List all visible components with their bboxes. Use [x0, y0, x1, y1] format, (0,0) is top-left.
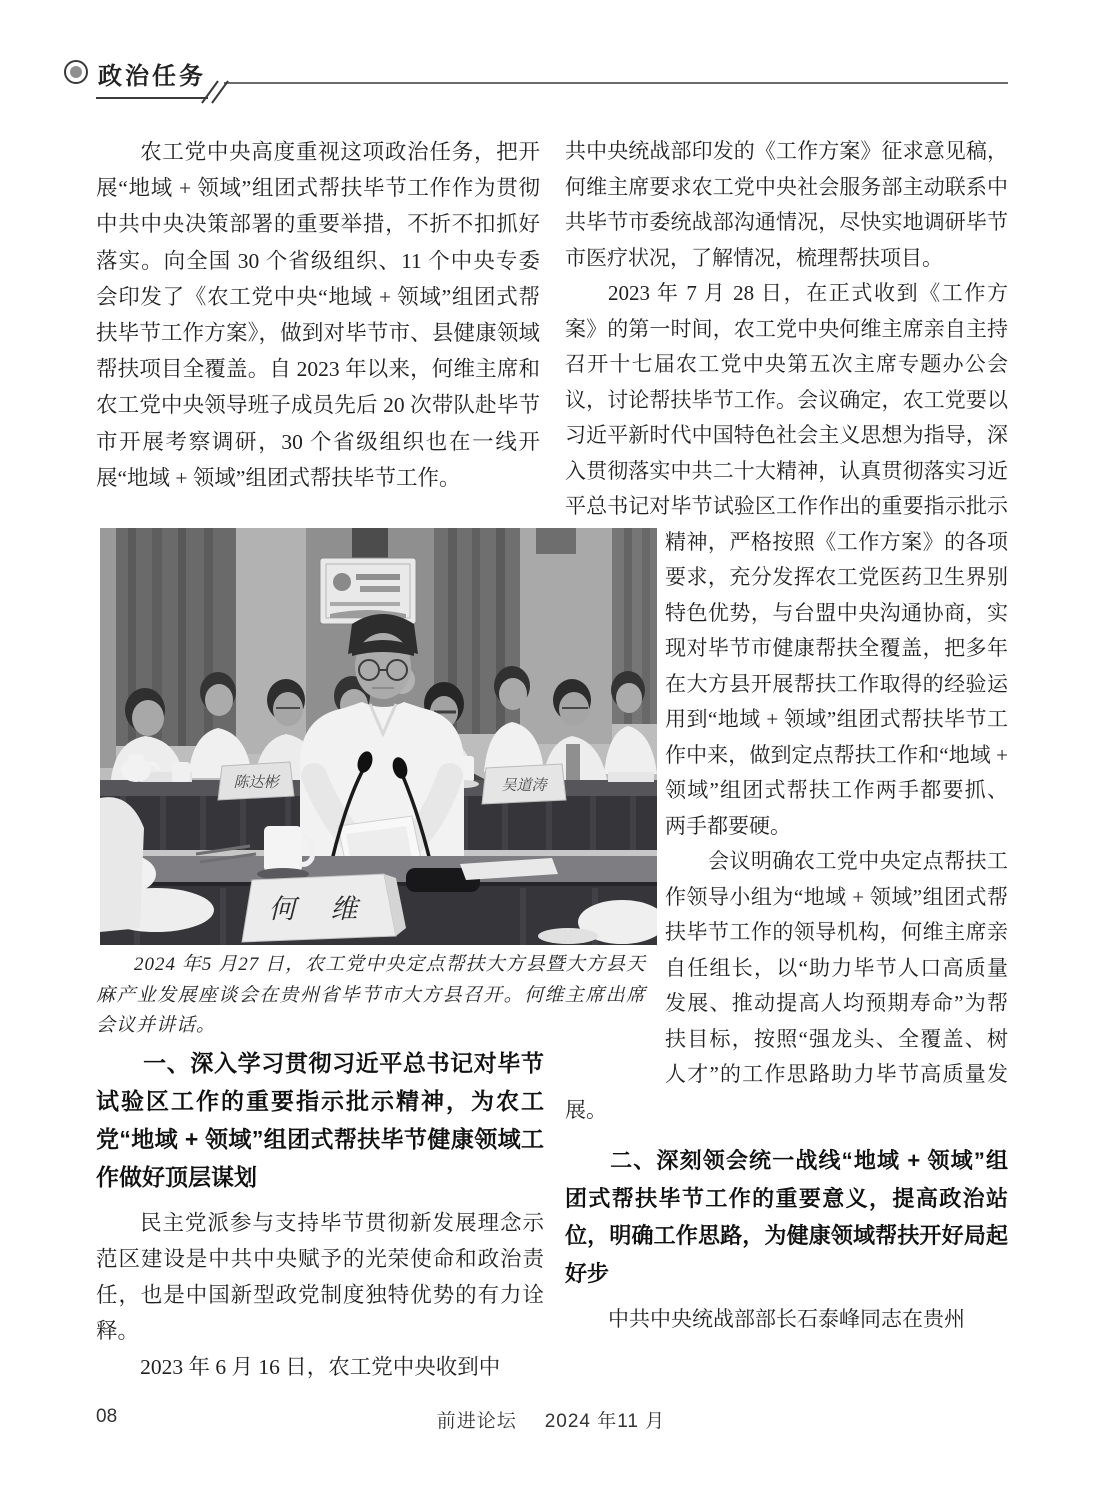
journal-name: 前进论坛 [436, 1411, 517, 1432]
paragraph: 民主党派参与支持毕节贯彻新发展理念示范区建设是中共中央赋予的光荣使命和政治责任，也是中国新型政党制度独特优势的有力诠释。 [96, 1211, 544, 1343]
name-card-front [242, 874, 406, 942]
paragraph: 农工党中央高度重视这项政治任务，把开展“地域 + 领域”组团式帮扶毕节工作作为贯彻中共中央决策部署的重要举措，不折不扣抓好落实。向全国 30 个省级组织、11 个中央专委会印发了《农工党中央“地域 + 领域”组团式帮扶毕节工作方案》，做到对毕节市、县健康领域帮扶项目全覆盖。自 2023 年以来，何维主席和农工党中央领导班子成员先后 20 次带队赴毕节市开展考察调研，30 个省级组织也在一线开展“地域 + 领域”组团式帮扶毕节工作。 [96, 140, 540, 490]
svg-text:何 维: 何 维 [268, 894, 372, 924]
name-card-left [218, 762, 294, 800]
paragraph: 2023 年 7 月 28 日，在正式收到《工作方案》的第一时间，农工党中央何维主席亲自主持召开十七届农工党中央第五次主席专题办公会议，讨论帮扶毕节工作。会议确定，农工党要以习近平新时代中国特色社会主义思想为指导，深入贯彻落实中共二十大精神，认真贯彻落实习近平总书记对毕节试验区工作作出的重要指示批示精神，严格按照《工作方案》的各项要求，充分发挥农工党医药卫生界别特色优势，与台盟中央沟通协商，实现对毕节市健康帮扶全覆盖，把多年在大方县开展帮扶工作取得的经验运用到“地域 + 领域”组团式帮扶毕节工作中来，做到定点帮扶工作和“地域 + 领域”组团式帮扶工作两手都要抓、两手都要硬。 [565, 281, 1008, 838]
left-column-bottom [96, 1044, 544, 1385]
paragraph: 2023 年 6 月 16 日，农工党中央收到中 [140, 1355, 501, 1379]
name-card-right [482, 764, 566, 804]
header-rule [90, 72, 1012, 106]
cup [172, 762, 190, 782]
wall-plaque [320, 558, 416, 624]
svg-text:陈达彬: 陈达彬 [233, 775, 279, 791]
paragraph: 中共中央统战部部长石泰峰同志在贵州 [608, 1307, 966, 1331]
right-column [565, 134, 1008, 1338]
paragraph: 共中央统战部印发的《工作方案》征求意见稿，何维主席要求农工党中央社会服务部主动联系中共毕节市委统战部沟通情况，尽快实地调研毕节市医疗状况，了解情况，梳理帮扶项目。 [565, 139, 1008, 270]
page-number: 08 [96, 1406, 118, 1427]
left-column-top [96, 134, 540, 496]
section-label: 政治任务 [98, 63, 206, 90]
section-heading-2: 二、深刻领会统一战线“地域 + 领域”组团式帮扶毕节工作的重要意义，提高政治站位，明确工作思路，为健康领域帮扶开好局起好步 [565, 1148, 1008, 1286]
target-circle-icon [64, 60, 88, 84]
page-footer [0, 1406, 1102, 1436]
footer-center [0, 1406, 1102, 1433]
svg-text:吴道涛: 吴道涛 [501, 778, 547, 794]
issue-date: 2024 年11 月 [544, 1411, 666, 1432]
photo-caption: 2024 年5 月27 日，农工党中央定点帮扶大方县暨大方县天麻产业发展座谈会在贵州省毕节市大方县召开。何维主席出席会议并讲话。 [96, 954, 646, 1036]
section-heading-1: 一、深入学习贯彻习近平总书记对毕节试验区工作的重要指示批示精神，为农工党“地域 + 领域”组团式帮扶毕节健康领域工作做好顶层谋划 [96, 1050, 544, 1190]
chair-cover [100, 797, 144, 932]
paragraph: 会议明确农工党中央定点帮扶工作领导小组为“地域 + 领域”组团式帮扶毕节工作的领导机构，何维主席亲自任组长，以“助力毕节人口高质量发展、推动提高人均预期寿命”为帮扶目标，按照“强龙头、全覆盖、树人才”的工作思路助力毕节高质量发展。 [565, 849, 1008, 1122]
